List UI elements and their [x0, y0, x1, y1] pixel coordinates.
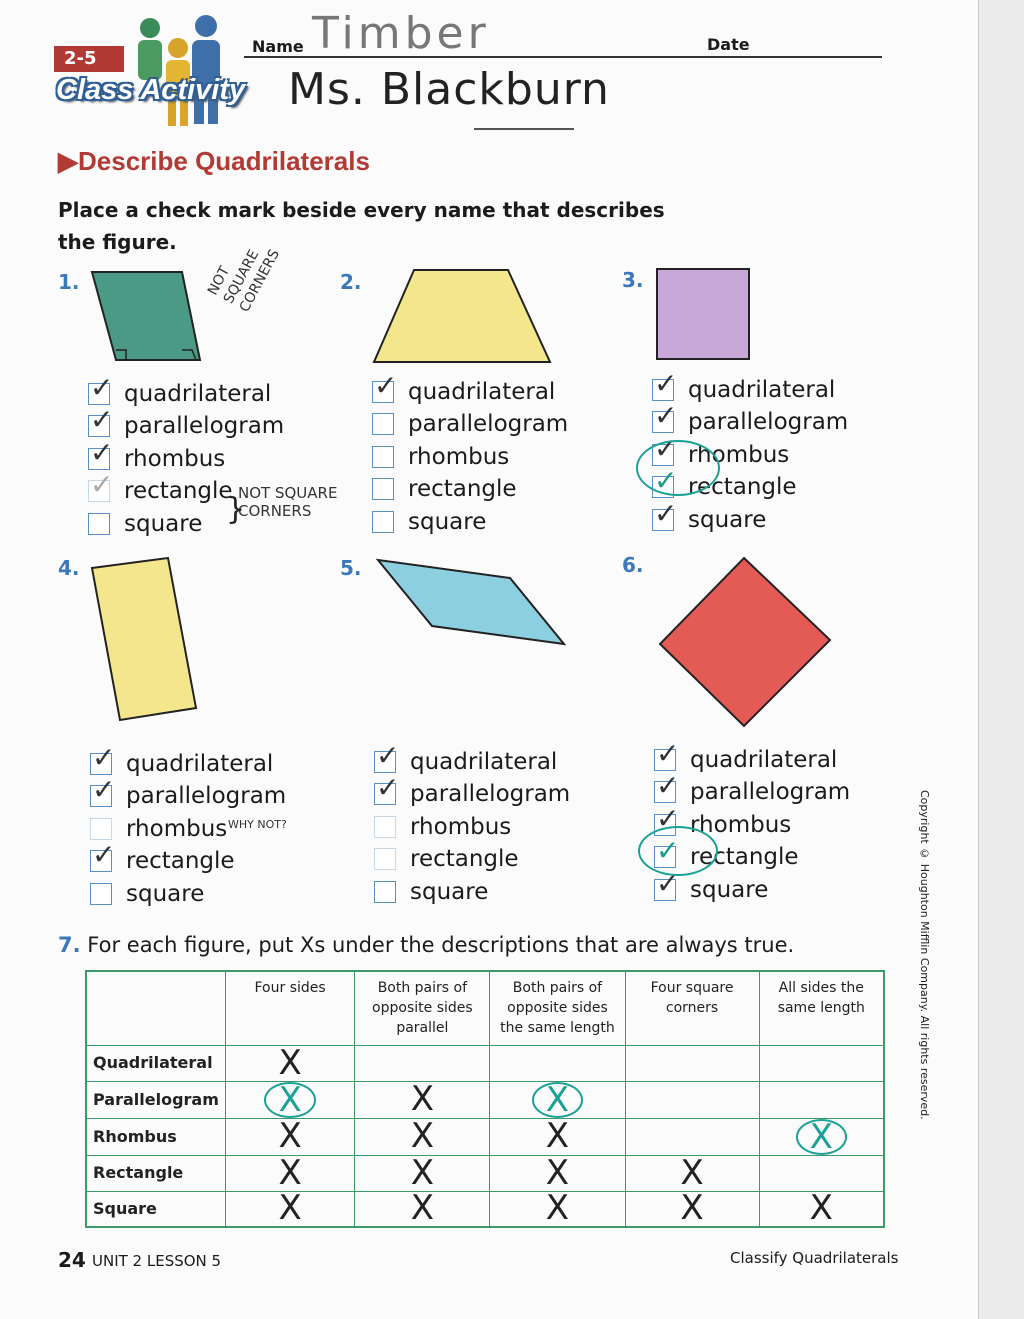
row-header: Parallelogram — [86, 1081, 225, 1118]
figure-square-rotated — [656, 554, 834, 730]
x-mark: X — [410, 1188, 434, 1229]
table-cell[interactable] — [759, 1188, 884, 1229]
teacher-circle — [636, 440, 720, 496]
table-cell[interactable] — [225, 1188, 354, 1229]
x-mark: X — [410, 1116, 434, 1156]
option-label: quadrilateral — [410, 749, 558, 775]
option-label: rectangle — [410, 846, 519, 873]
check-icon: ✓ — [654, 367, 678, 400]
checkbox[interactable] — [372, 511, 394, 533]
table-cell[interactable] — [225, 1118, 354, 1155]
options-group — [372, 369, 569, 538]
checkbox[interactable] — [374, 848, 396, 870]
table-cell[interactable] — [490, 1045, 625, 1081]
option-label: square — [690, 876, 769, 903]
teacher-circle — [638, 826, 718, 876]
option-label: square — [688, 506, 767, 533]
x-mark: X — [410, 1079, 434, 1119]
problem-number: 1. — [58, 270, 80, 294]
instructions: Place a check mark beside every name that describes the figure. — [58, 198, 665, 254]
table-cell[interactable] — [490, 1152, 625, 1193]
check-icon: ✓ — [656, 801, 680, 835]
x-mark: X — [680, 1188, 704, 1229]
figure-square — [654, 266, 754, 362]
arrow-icon: ▶ — [58, 146, 78, 176]
quadrilateral-table — [85, 970, 885, 1228]
unit-label: UNIT 2 LESSON 5 — [92, 1252, 222, 1270]
row-header: Rectangle — [86, 1155, 225, 1191]
lesson-badge: 2-5 — [54, 46, 124, 72]
table-cell[interactable] — [355, 1045, 490, 1081]
table-cell[interactable] — [225, 1152, 354, 1193]
option-label: parallelogram — [410, 781, 571, 808]
option-label: square — [124, 510, 203, 537]
option-label: quadrilateral — [408, 379, 556, 405]
x-mark: X — [680, 1152, 704, 1193]
check-icon: ✓ — [90, 371, 114, 404]
check-icon: ✓ — [90, 468, 114, 502]
table-cell[interactable] — [490, 1081, 625, 1118]
figure-parallelogram — [86, 266, 206, 366]
column-header: Both pairs of opposite sides parallel — [355, 971, 490, 1045]
table-cell[interactable] — [225, 1042, 354, 1083]
option-label: quadrilateral — [690, 747, 838, 773]
name-label: Name — [252, 37, 304, 56]
handwritten-note: NOT SQUARE CORNERS — [204, 246, 283, 315]
options-group — [90, 741, 287, 910]
check-icon: ✓ — [92, 838, 116, 872]
option-label: square — [126, 880, 205, 907]
handwritten-name: Timber — [312, 8, 490, 59]
check-icon: ✓ — [374, 369, 398, 402]
topic-label: Classify Quadrilaterals — [730, 1249, 899, 1267]
table-corner — [86, 971, 225, 1045]
options-group — [374, 739, 571, 908]
handwritten-note: WHY NOT? — [228, 818, 287, 831]
check-icon: ✓ — [90, 435, 114, 469]
problem-number: 5. — [340, 556, 362, 580]
x-mark-circled: X — [264, 1082, 315, 1118]
check-icon: ✓ — [654, 399, 678, 433]
row-header: Square — [86, 1191, 225, 1227]
option-label: parallelogram — [690, 779, 851, 806]
table-cell[interactable] — [625, 1188, 759, 1229]
check-icon: ✓ — [90, 403, 114, 437]
check-icon: ✓ — [376, 739, 400, 772]
x-mark: X — [545, 1188, 570, 1229]
table-cell[interactable] — [625, 1152, 759, 1193]
table-cell[interactable] — [625, 1045, 759, 1081]
figure-rhombus — [374, 556, 570, 648]
x-mark: X — [545, 1116, 570, 1156]
x-mark: X — [809, 1188, 833, 1229]
x-mark: X — [545, 1152, 570, 1193]
option-label: rhombus — [688, 441, 790, 468]
x-mark: X — [278, 1188, 302, 1229]
table-cell[interactable] — [625, 1081, 759, 1118]
check-icon: ✓ — [654, 431, 678, 465]
x-mark: X — [278, 1152, 302, 1193]
table-cell[interactable] — [759, 1081, 884, 1118]
checkbox[interactable] — [90, 818, 112, 840]
option-label: rhombus — [410, 813, 512, 840]
check-icon: ✓ — [376, 771, 400, 805]
problem-number: 2. — [340, 270, 362, 294]
problem-number: 4. — [58, 556, 80, 580]
check-icon: ✓ — [656, 866, 680, 900]
check-icon: ✓ — [654, 496, 678, 530]
figure-rectangle — [88, 556, 200, 724]
check-icon: ✓ — [654, 464, 678, 498]
option-label: rhombus — [690, 811, 792, 838]
table-cell[interactable] — [759, 1118, 884, 1155]
check-icon: ✓ — [92, 773, 116, 807]
table-cell[interactable] — [355, 1188, 490, 1229]
x-mark-circled: X — [796, 1119, 847, 1155]
table-cell[interactable] — [225, 1081, 354, 1118]
people-icon — [128, 14, 258, 129]
column-header: Four sides — [225, 971, 354, 1045]
column-header: Four square corners — [625, 971, 759, 1045]
x-mark: X — [278, 1116, 302, 1156]
option-label: quadrilateral — [688, 377, 836, 403]
column-header: All sides the same length — [759, 971, 884, 1045]
row-header: Quadrilateral — [86, 1045, 225, 1081]
checkbox[interactable] — [374, 881, 396, 903]
checkbox[interactable] — [372, 478, 394, 500]
copyright-text: Copyright © Houghton Mifflin Company. All rights reserved. — [918, 790, 931, 1120]
x-mark: X — [410, 1152, 434, 1193]
check-icon: ✓ — [656, 834, 680, 868]
handwritten-note: NOT SQUARE CORNERS — [238, 484, 338, 520]
problem-number: 3. — [622, 268, 644, 292]
page-number: 24 — [58, 1248, 86, 1272]
figure-trapezoid — [370, 266, 555, 366]
bracket-mark: } — [226, 492, 246, 527]
option-label: parallelogram — [688, 409, 849, 436]
x-mark-circled: X — [532, 1082, 583, 1118]
table-cell[interactable] — [490, 1188, 625, 1229]
option-label: parallelogram — [124, 413, 285, 440]
check-icon: ✓ — [92, 741, 116, 774]
option-label: rectangle — [408, 476, 517, 503]
checkbox[interactable] — [90, 883, 112, 905]
table-cell[interactable] — [355, 1152, 490, 1193]
table-cell[interactable] — [355, 1081, 490, 1118]
section-title: ▶Describe Quadrilaterals — [58, 146, 370, 176]
check-icon: ✓ — [656, 769, 680, 803]
check-icon: ✓ — [656, 737, 680, 770]
handwritten-teacher: Ms. Blackburn — [288, 64, 610, 115]
x-mark: X — [278, 1042, 302, 1083]
table-cell[interactable] — [355, 1118, 490, 1155]
option-label: square — [408, 508, 487, 535]
column-header: Both pairs of opposite sides the same length — [490, 971, 625, 1045]
question-7: 7. For each figure, put Xs under the descriptions that are always true. — [58, 933, 795, 957]
option-label: rectangle — [126, 848, 235, 875]
table-cell[interactable] — [759, 1045, 884, 1081]
table-cell[interactable] — [625, 1118, 759, 1155]
option-label: rhombus — [126, 815, 228, 842]
underline-mark — [474, 128, 574, 130]
option-label: rhombus — [124, 445, 226, 472]
option-label: rectangle — [690, 844, 799, 871]
option-label: square — [410, 878, 489, 905]
checkbox[interactable] — [372, 413, 394, 435]
date-label: Date — [707, 35, 750, 54]
checkbox[interactable] — [374, 816, 396, 838]
option-label: parallelogram — [408, 411, 569, 438]
row-header: Rhombus — [86, 1118, 225, 1155]
checkbox[interactable] — [88, 513, 110, 535]
option-label: quadrilateral — [126, 751, 274, 777]
option-label: rectangle — [688, 474, 797, 501]
options-group — [654, 737, 851, 906]
option-label: rhombus — [408, 443, 510, 470]
problem-number: 6. — [622, 553, 644, 577]
option-label: rectangle — [124, 478, 233, 505]
options-group — [88, 371, 285, 540]
activity-title: Class Activity — [56, 74, 246, 106]
table-cell[interactable] — [490, 1118, 625, 1155]
option-label: quadrilateral — [124, 381, 272, 407]
table-cell[interactable] — [759, 1155, 884, 1191]
option-label: parallelogram — [126, 783, 287, 810]
checkbox[interactable] — [372, 446, 394, 468]
